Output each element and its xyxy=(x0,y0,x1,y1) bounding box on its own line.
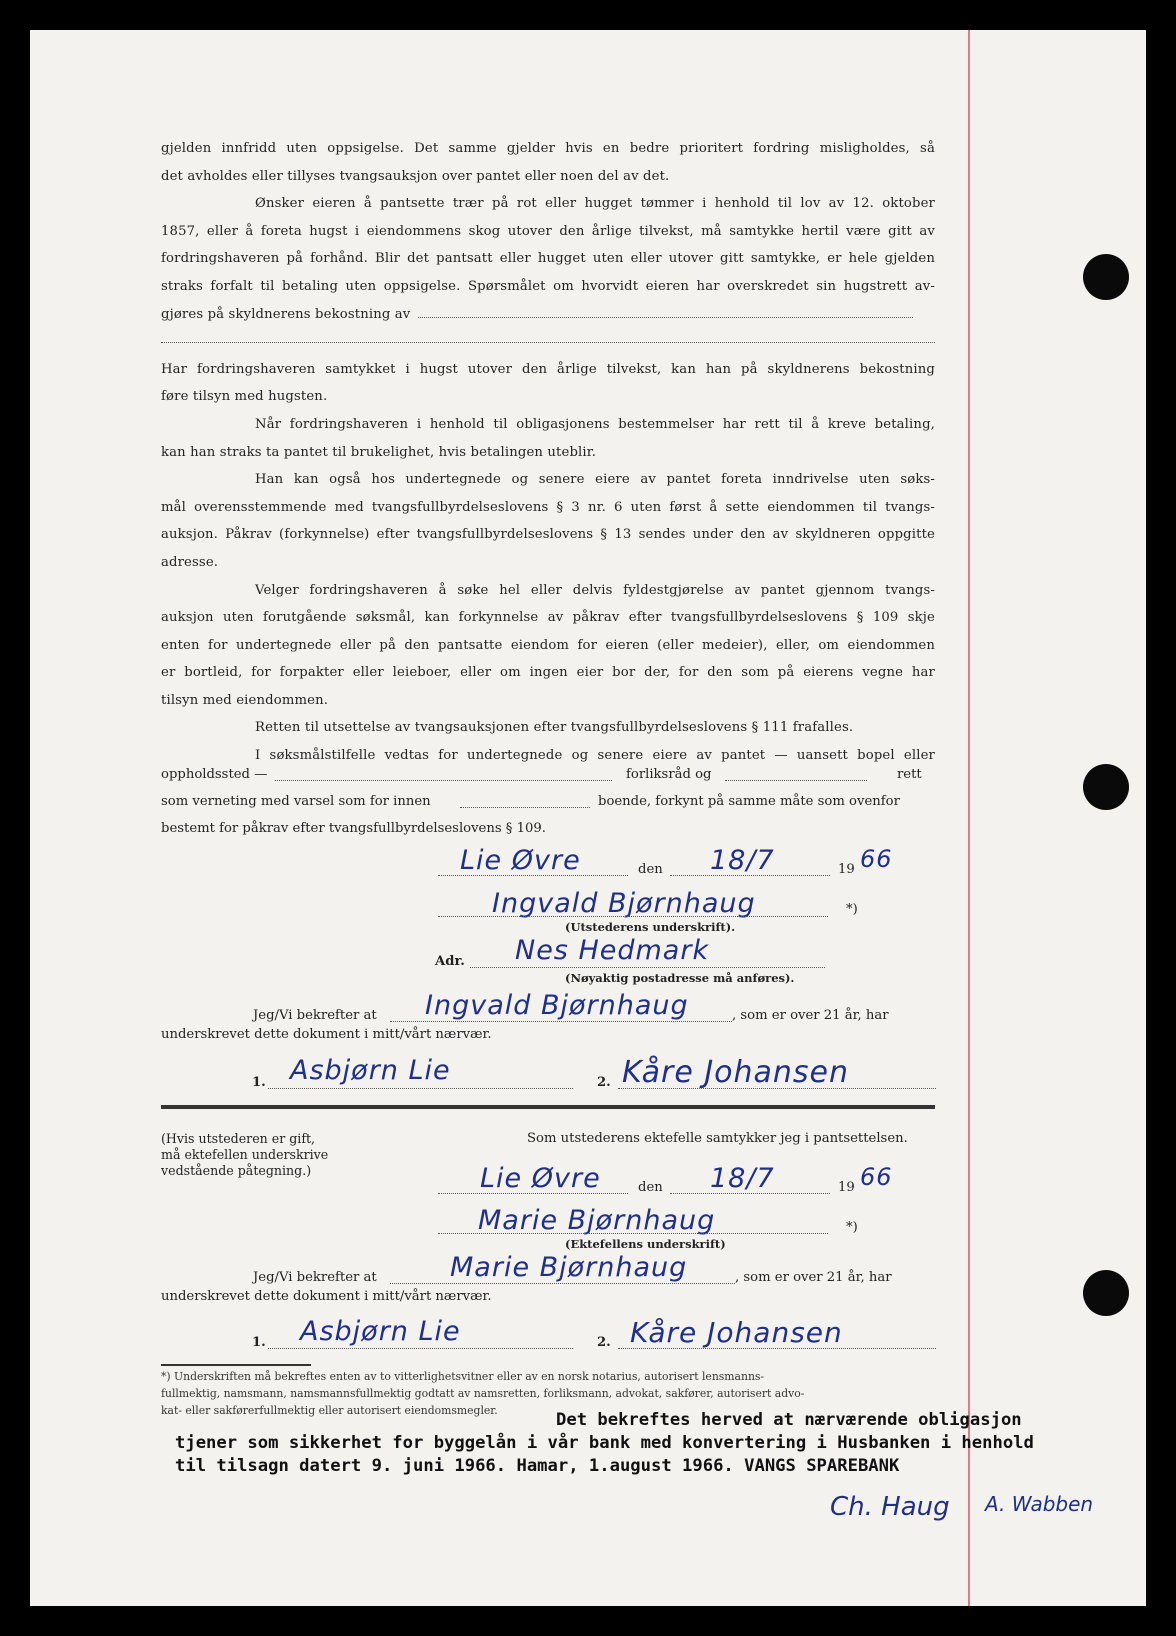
blank-line xyxy=(618,1088,936,1089)
spouse-note: må ektefellen underskrive xyxy=(161,1147,329,1162)
blank-line xyxy=(390,1021,732,1022)
confirm-tail: , som er over 21 år, har xyxy=(735,1270,892,1285)
bank-stamp-line: tjener som sikkerhet for byggelån i vår bank med konvertering i Husbanken i henhold xyxy=(175,1433,1034,1453)
text-line: auksjon. Påkrav (forkynnelse) efter tvangsfullbyrdelseslovens § 13 sendes under den av skyldneren oppgitte xyxy=(161,527,935,543)
bank-stamp-line: til tilsagn datert 9. juni 1966. Hamar, 1.august 1966. VANGS SPAREBANK xyxy=(175,1456,900,1476)
spouse-year: 66 xyxy=(860,1163,893,1191)
bank-stamp-line: Det bekreftes herved at nærværende obligasjon xyxy=(556,1410,1022,1430)
punch-hole xyxy=(1083,254,1129,300)
venue-line-1: oppholdssted — xyxy=(161,767,268,782)
den-label: den xyxy=(638,1180,663,1195)
witness-1-signature: Asbjørn Lie xyxy=(300,1316,461,1347)
spouse-consent: Som utstederens ektefelle samtykker jeg i pantsettelsen. xyxy=(527,1131,908,1146)
witness-2-signature: Kåre Johansen xyxy=(622,1055,850,1090)
witness-2-label: 2. xyxy=(597,1075,611,1090)
witness-2-signature: Kåre Johansen xyxy=(630,1316,843,1349)
venue-line-3: bestemt for påkrav efter tvangsfullbyrdelseslovens § 109. xyxy=(161,821,546,836)
document-page xyxy=(30,30,1146,1606)
blank-line xyxy=(438,916,828,917)
spouse-note: (Hvis utstederen er gift, xyxy=(161,1131,316,1146)
text-line: Han kan også hos undertegnede og senere eiere av pantet foreta inndrivelse uten søks- xyxy=(255,472,935,488)
text-line: det avholdes eller tillyses tvangsauksjon over pantet eller noen del av det. xyxy=(161,168,670,184)
address-label: Adr. xyxy=(435,954,465,969)
section-divider xyxy=(161,1105,935,1109)
venue-rett: rett xyxy=(897,767,922,782)
margin-line xyxy=(968,30,970,1606)
issuer-date: 18/7 xyxy=(710,845,775,876)
text-line: mål overensstemmende med tvangsfullbyrdelseslovens § 3 nr. 6 uten først å sette eiendommen til tvangs- xyxy=(161,499,935,515)
blank-line xyxy=(725,780,867,781)
confirm-name: Marie Bjørnhaug xyxy=(450,1252,688,1283)
confirm-tail: , som er over 21 år, har xyxy=(732,1008,889,1023)
footnote-line: *) Underskriften må bekreftes enten av to vitterlighetsvitner eller av en norsk notarius, autorisert lensmanns- xyxy=(161,1370,765,1383)
text-line: Ønsker eieren å pantsette trær på rot eller hugget tømmer i henhold til lov av 12. oktober xyxy=(255,196,935,212)
witness-1-label: 1. xyxy=(252,1075,266,1090)
spouse-note: vedstående påtegning.) xyxy=(161,1163,312,1178)
text-line: gjelden innfridd uten oppsigelse. Det samme gjelder hvis en bedre prioritert fordring misligholdes, så xyxy=(161,141,935,156)
spouse-place: Lie Øvre xyxy=(480,1163,601,1194)
blank-line xyxy=(438,875,628,876)
text-line: I søksmålstilfelle vedtas for undertegnede og senere eiere av pantet — uansett bopel eller xyxy=(255,748,935,764)
bank-signature-2: A. Wabben xyxy=(985,1492,1094,1516)
blank-line xyxy=(670,1193,830,1194)
footnote-marker: *) xyxy=(846,1220,858,1235)
venue-forliksraad: forliksråd og xyxy=(626,767,712,782)
text-line: enten for undertegnede eller på den pantsatte eiendom for eieren (eller medeier), eller, om eiendommen xyxy=(161,637,935,653)
text-line: auksjon uten forutgående søksmål, kan forkynnelse av påkrav efter tvangsfullbyrdelseslovens § 109 skje xyxy=(161,610,935,626)
text-line xyxy=(161,328,935,356)
issuer-year: 66 xyxy=(860,845,893,873)
confirm-line-2: underskrevet dette dokument i mitt/vårt nærvær. xyxy=(161,1289,492,1304)
witness-2-label: 2. xyxy=(597,1335,611,1350)
confirm-label: Jeg/Vi bekrefter at xyxy=(253,1270,377,1285)
witness-1-label: 1. xyxy=(252,1335,266,1350)
issuer-address: Nes Hedmark xyxy=(515,935,710,966)
blank-line xyxy=(268,1088,573,1089)
confirm-name: Ingvald Bjørnhaug xyxy=(425,990,689,1021)
text-line: Retten til utsettelse av tvangsauksjonen efter tvangsfullbyrdelseslovens § 111 frafalles. xyxy=(255,720,854,736)
text-line: 1857, eller å foreta hugst i eiendommens skog utover den årlige tilvekst, må samtykke hertil være gitt av xyxy=(161,223,935,239)
text-line: adresse. xyxy=(161,554,219,570)
text-line: kan han straks ta pantet til brukelighet, hvis betalingen uteblir. xyxy=(161,444,597,460)
text-line: fordringshaveren på forhånd. Blir det pantsatt eller hugget uten eller utover gitt samtykke, er hele gjelden xyxy=(161,251,935,267)
blank-line xyxy=(268,1348,573,1349)
text-line: er bortleid, for forpakter eller leieboer, eller om ingen eier bor der, for den som på eierens vegne har xyxy=(161,665,935,681)
spouse-date: 18/7 xyxy=(710,1163,775,1194)
den-label: den xyxy=(638,862,663,877)
blank-line xyxy=(275,780,612,781)
witness-1-signature: Asbjørn Lie xyxy=(290,1055,451,1086)
blank-line xyxy=(438,1193,628,1194)
year-prefix: 19 xyxy=(838,1180,855,1195)
blank-line xyxy=(460,807,590,808)
text-line: gjøres på skyldnerens bekostning av xyxy=(161,301,935,329)
blank-line xyxy=(470,967,825,968)
confirm-line-2: underskrevet dette dokument i mitt/vårt nærvær. xyxy=(161,1027,492,1042)
blank-line xyxy=(670,875,830,876)
blank-line xyxy=(618,1348,936,1349)
terms-text xyxy=(161,135,935,770)
punch-hole xyxy=(1083,764,1129,810)
text-line: Når fordringshaveren i henhold til obligasjonens bestemmelser har rett til å kreve betaling, xyxy=(255,416,935,432)
confirm-label: Jeg/Vi bekrefter at xyxy=(253,1008,377,1023)
blank-line xyxy=(390,1283,735,1284)
text-line: tilsyn med eiendommen. xyxy=(161,692,329,708)
signature-caption: (Ektefellens underskrift) xyxy=(565,1237,726,1251)
footnote-rule xyxy=(161,1364,311,1366)
blank-line xyxy=(438,1233,828,1234)
issuer-signature: Ingvald Bjørnhaug xyxy=(492,888,756,919)
spouse-signature: Marie Bjørnhaug xyxy=(478,1205,716,1236)
blank-line xyxy=(161,328,935,343)
text-line: Velger fordringshaveren å søke hel eller delvis fyldestgjørelse av pantet gjennom tvangs- xyxy=(255,582,935,598)
footnote-marker: *) xyxy=(846,902,858,917)
text-line: Har fordringshaveren samtykket i hugst utover den årlige tilvekst, kan han på skyldnerens bekostning xyxy=(161,361,935,377)
signature-caption: (Utstederens underskrift). xyxy=(565,920,736,934)
year-prefix: 19 xyxy=(838,862,855,877)
venue-line-2: som verneting med varsel som for innen xyxy=(161,794,431,809)
venue-line-2b: boende, forkynt på samme måte som ovenfor xyxy=(598,794,900,809)
issuer-place: Lie Øvre xyxy=(460,845,581,876)
footnote-line: fullmektig, namsmann, namsmannsfullmektig godtatt av namsretten, forliksmann, advokat, sakfører, autorisert advo- xyxy=(161,1387,805,1400)
text-line: straks forfalt til betaling uten oppsigelse. Spørsmålet om hvorvidt eieren har overskredet sin hugstrett av- xyxy=(161,278,935,294)
text-line: føre tilsyn med hugsten. xyxy=(161,389,328,405)
footnote-line: kat- eller sakførerfullmektig eller autorisert eiendomsmegler. xyxy=(161,1404,498,1417)
address-caption: (Nøyaktig postadresse må anføres). xyxy=(565,971,795,985)
blank-line xyxy=(418,307,913,318)
punch-hole xyxy=(1083,1270,1129,1316)
bank-signature-1: Ch. Haug xyxy=(830,1492,950,1522)
